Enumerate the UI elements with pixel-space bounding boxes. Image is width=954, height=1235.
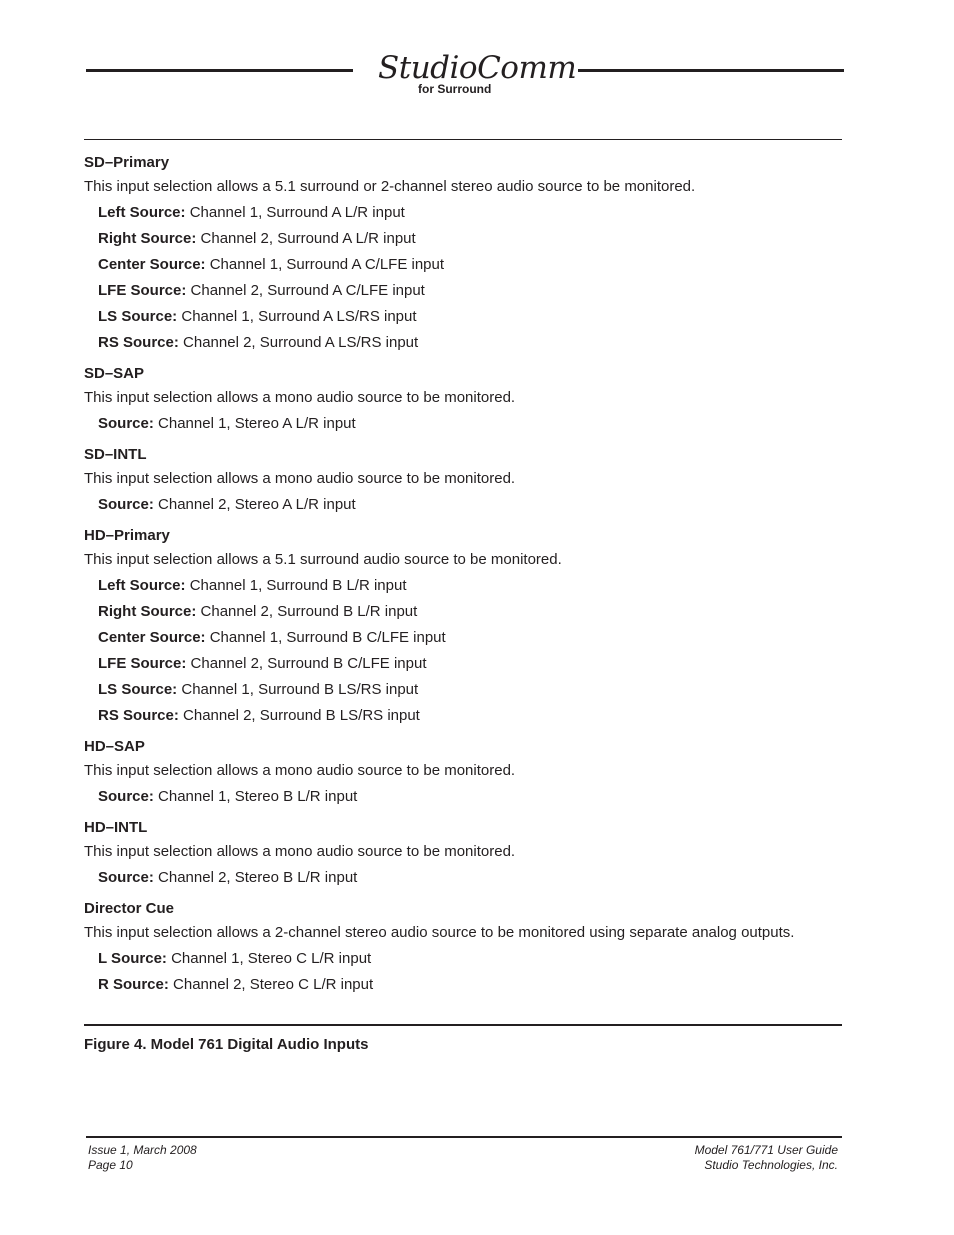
figure-top-rule [84, 139, 842, 140]
source-assignment [84, 330, 844, 356]
source-value: Channel 2, Stereo A L/R input [158, 496, 356, 513]
source-value: Channel 2, Surround B C/LFE input [190, 655, 427, 672]
footer-rule [86, 1136, 842, 1138]
section-description: This input selection allows a mono audio source to be monitored. [84, 843, 516, 860]
source-value: Channel 2, Surround A LS/RS input [183, 334, 419, 351]
source-value: Channel 2, Stereo C L/R input [173, 976, 374, 993]
source-value: Channel 1, Surround A L/R input [189, 204, 405, 221]
source-label: Left Source: [98, 204, 186, 221]
source-value: Channel 1, Stereo A L/R input [158, 415, 356, 432]
source-assignment [84, 703, 844, 729]
source-assignment [84, 784, 844, 810]
source-label: Source: [98, 496, 154, 513]
footer-guide-title: Model 761/771 User Guide [694, 1143, 838, 1157]
section-heading: SD–INTL [84, 446, 147, 463]
source-label: R Source: [98, 976, 169, 993]
source-assignment [84, 252, 844, 278]
source-assignment [84, 304, 844, 330]
section-heading: Director Cue [84, 900, 175, 917]
source-label: Right Source: [98, 603, 197, 620]
section-heading: HD–Primary [84, 527, 170, 544]
footer-issue: Issue 1, March 2008 [88, 1143, 197, 1157]
studiocomm-logo [378, 50, 577, 100]
source-value: Channel 1, Surround A LS/RS input [181, 308, 417, 325]
section-description: This input selection allows a mono audio source to be monitored. [84, 389, 516, 406]
header-rule-right [578, 69, 844, 72]
source-value: Channel 1, Stereo B L/R input [158, 788, 358, 805]
source-value: Channel 1, Stereo C L/R input [171, 950, 372, 967]
source-label: Source: [98, 869, 154, 886]
source-value: Channel 1, Surround A C/LFE input [209, 256, 445, 273]
input-section [84, 736, 844, 810]
input-section [84, 525, 844, 729]
source-value: Channel 2, Surround B L/R input [200, 603, 418, 620]
figure-caption: Figure 4. Model 761 Digital Audio Inputs [84, 1036, 369, 1053]
source-label: Left Source: [98, 577, 186, 594]
source-label: LFE Source: [98, 282, 187, 299]
section-description: This input selection allows a 5.1 surround audio source to be monitored. [84, 551, 562, 568]
source-label: LS Source: [98, 308, 178, 325]
source-value: Channel 1, Surround B LS/RS input [181, 681, 419, 698]
source-value: Channel 2, Surround A L/R input [200, 230, 416, 247]
input-section [84, 817, 844, 891]
section-heading: SD–SAP [84, 365, 145, 382]
footer-right [695, 1143, 838, 1173]
figure-content [84, 152, 844, 1005]
input-section [84, 898, 844, 998]
source-assignment [84, 573, 844, 599]
footer-left [88, 1143, 197, 1173]
source-value: Channel 2, Surround B LS/RS input [183, 707, 420, 724]
source-label: Source: [98, 788, 154, 805]
input-section [84, 363, 844, 437]
source-label: RS Source: [98, 334, 179, 351]
section-heading: SD–Primary [84, 154, 170, 171]
source-assignment [84, 865, 844, 891]
source-value: Channel 2, Stereo B L/R input [158, 869, 358, 886]
source-value: Channel 1, Surround B C/LFE input [209, 629, 446, 646]
source-value: Channel 2, Surround A C/LFE input [190, 282, 425, 299]
section-description: This input selection allows a mono audio source to be monitored. [84, 762, 516, 779]
source-label: LS Source: [98, 681, 178, 698]
source-label: Center Source: [98, 629, 206, 646]
input-section [84, 152, 844, 356]
source-assignment [84, 625, 844, 651]
source-label: Right Source: [98, 230, 197, 247]
section-description: This input selection allows a 2-channel stereo audio source to be monitored using separate analog outputs. [84, 924, 795, 941]
section-description: This input selection allows a mono audio source to be monitored. [84, 470, 516, 487]
logo-wordmark: StudioComm [378, 50, 577, 86]
source-label: RS Source: [98, 707, 179, 724]
input-section [84, 444, 844, 518]
source-assignment [84, 411, 844, 437]
source-assignment [84, 651, 844, 677]
source-assignment [84, 200, 844, 226]
section-heading: HD–SAP [84, 738, 145, 755]
source-label: Center Source: [98, 256, 206, 273]
source-value: Channel 1, Surround B L/R input [189, 577, 407, 594]
source-assignment [84, 946, 844, 972]
source-assignment [84, 677, 844, 703]
source-assignment [84, 972, 844, 998]
section-heading: HD–INTL [84, 819, 148, 836]
logo-subtitle: for Surround [418, 82, 492, 96]
footer-page-number: Page 10 [88, 1158, 133, 1172]
source-label: Source: [98, 415, 154, 432]
footer-company: Studio Technologies, Inc. [704, 1158, 838, 1172]
section-description: This input selection allows a 5.1 surround or 2-channel stereo audio source to be monitored. [84, 178, 696, 195]
source-label: L Source: [98, 950, 167, 967]
source-label: LFE Source: [98, 655, 187, 672]
source-assignment [84, 599, 844, 625]
figure-bottom-rule [84, 1024, 842, 1026]
header-rule-left [86, 69, 353, 72]
source-assignment [84, 278, 844, 304]
source-assignment [84, 226, 844, 252]
source-assignment [84, 492, 844, 518]
